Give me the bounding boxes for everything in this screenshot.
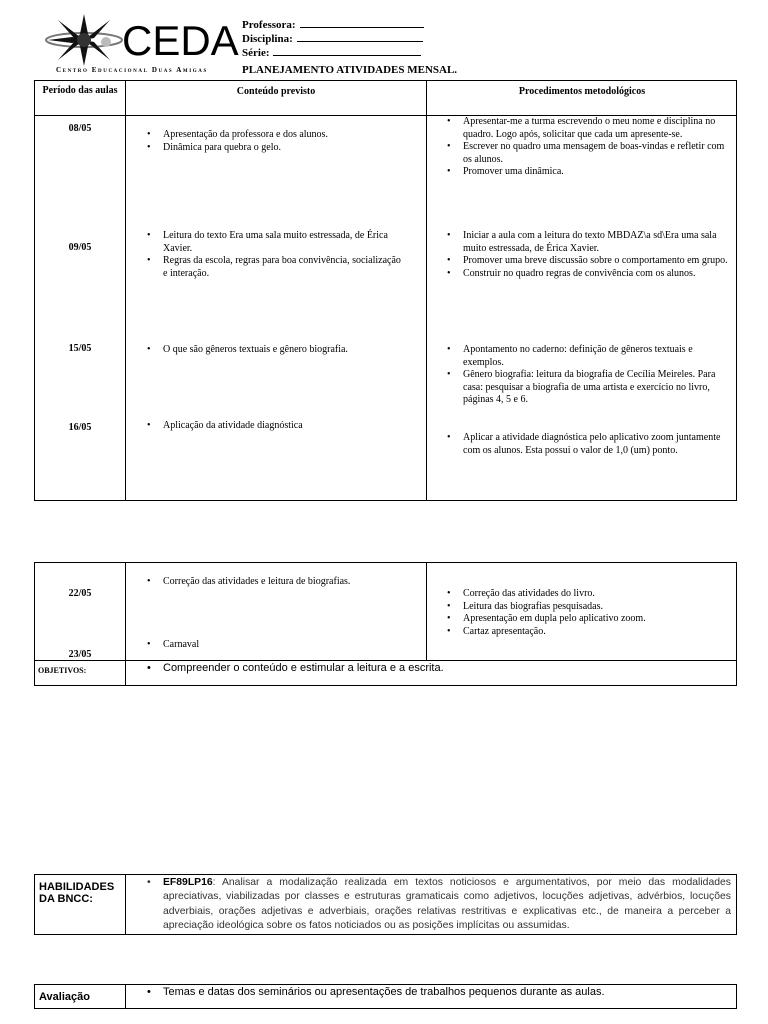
- bncc-table: [34, 874, 737, 935]
- content-list: [145, 639, 415, 652]
- list-item: • Dinâmica para quebra o gelo.: [145, 142, 415, 155]
- content-list: [145, 576, 415, 589]
- objetivos-list: [145, 662, 725, 675]
- list-item: • Gênero biografia: leitura da biografia de Cecília Meireles. Para casa: pesquisar a biografia de uma artista e exercício no livro, páginas 4, 5 e 6.: [445, 369, 735, 407]
- date-09-05: 09/05: [68, 242, 92, 253]
- avaliacao-text: • Temas e datas dos seminários ou apresentações de trabalhos pequenos durante as aulas.: [145, 986, 731, 999]
- logo-subtitle: Centro Educacional Duas Amigas: [56, 66, 208, 74]
- planning-table-continued: [34, 562, 737, 686]
- list-item: • Aplicar a atividade diagnóstica pelo aplicativo zoom juntamente com os alunos. Esta possui o valor de 1,0 (um) ponto.: [445, 432, 727, 457]
- bncc-list: [145, 876, 731, 934]
- header-procedimentos: Procedimentos metodológicos: [518, 86, 646, 97]
- list-item: • Carnaval: [145, 639, 415, 652]
- bncc-item: [145, 876, 731, 934]
- list-item: • O que são gêneros textuais e gênero biografia.: [145, 344, 415, 357]
- avaliacao-list: [145, 986, 731, 999]
- professora-field: [242, 18, 424, 32]
- disciplina-line: [297, 32, 423, 42]
- bncc-label: HABILIDADES DA BNCC:: [39, 881, 115, 905]
- professora-label: Professora:: [242, 19, 296, 31]
- bncc-code: EF89LP16: [163, 877, 213, 888]
- list-item: • Promover uma breve discussão sobre o comportamento em grupo.: [445, 255, 731, 268]
- procedures-list: [445, 344, 735, 407]
- procedures-list: [445, 432, 727, 457]
- list-item: • Escrever no quadro uma mensagem de boas-vindas e refletir com os alunos.: [445, 141, 733, 166]
- star-logo-icon: [44, 12, 124, 68]
- objetivos-text: • Compreender o conteúdo e estimular a leitura e a escrita.: [145, 662, 725, 675]
- list-item: • Correção das atividades do livro.: [445, 588, 733, 601]
- bncc-text: : Analisar a modalização realizada em textos noticiosos e argumentativos, por meio das modalidades apreciativas, viabilizadas por classes e estruturas gramaticais como adjetivos, locuções adjetivas, advérbios, locuções adverbiais, orações adjetivas e adverbiais, orações relativas restritivas e explicativas etc., de maneira a perceber a apreciação ideológica sobre os fatos noticiados ou as posições implícitas ou assumidas.: [163, 877, 731, 932]
- plan-title: PLANEJAMENTO ATIVIDADES MENSAL.: [242, 64, 458, 76]
- list-item: • Apresentação da professora e dos alunos.: [145, 129, 415, 142]
- disciplina-field: [242, 32, 423, 46]
- list-item: • Promover uma dinâmica.: [445, 166, 733, 179]
- date-22-05: 22/05: [68, 588, 92, 599]
- list-item: • Correção das atividades e leitura de biografias.: [145, 576, 415, 589]
- list-item: • Leitura das biografias pesquisadas.: [445, 601, 733, 614]
- avaliacao-label: Avaliação: [39, 991, 90, 1003]
- avaliacao-table: [34, 984, 737, 1009]
- content-list: [145, 344, 415, 357]
- list-item: • Aplicação da atividade diagnóstica: [145, 420, 415, 433]
- serie-label: Série:: [242, 47, 270, 59]
- list-item: • Apresentar-me a turma escrevendo o meu nome e disciplina no quadro. Logo após, solicitar que cada um apresente-se.: [445, 116, 733, 141]
- list-item: • Leitura do texto Era uma sala muito estressada, de Érica Xavier.: [145, 230, 407, 255]
- disciplina-label: Disciplina:: [242, 33, 293, 45]
- content-list: [145, 129, 415, 154]
- header-periodo: Período das aulas: [42, 85, 118, 96]
- content-list: [145, 230, 407, 280]
- list-item: • Apresentação em dupla pelo aplicativo zoom.: [445, 613, 733, 626]
- header-conteudo: Conteúdo previsto: [236, 86, 316, 97]
- procedures-list: [445, 116, 733, 179]
- date-08-05: 08/05: [68, 123, 92, 134]
- serie-field: [242, 46, 421, 60]
- content-list: [145, 420, 415, 433]
- date-23-05: 23/05: [68, 649, 92, 660]
- list-item: • Construir no quadro regras de convivência com os alunos.: [445, 268, 731, 281]
- list-item: • Iniciar a aula com a leitura do texto MBDAZ\a sd\Era uma sala muito estressada, de Érica Xavier.: [445, 230, 731, 255]
- list-item: • Cartaz apresentação.: [445, 626, 733, 639]
- planning-table: [34, 80, 737, 501]
- logo-text: CEDA: [122, 17, 239, 64]
- list-item: • Apontamento no caderno: definição de gêneros textuais e exemplos.: [445, 344, 735, 369]
- procedures-list: [445, 230, 731, 280]
- date-15-05: 15/05: [68, 343, 92, 354]
- date-16-05: 16/05: [68, 422, 92, 433]
- professora-line: [300, 18, 424, 28]
- procedures-list: [445, 588, 733, 638]
- list-item: • Regras da escola, regras para boa convivência, socialização e interação.: [145, 255, 407, 280]
- objetivos-label: OBJETIVOS:: [38, 666, 87, 675]
- serie-line: [273, 46, 421, 56]
